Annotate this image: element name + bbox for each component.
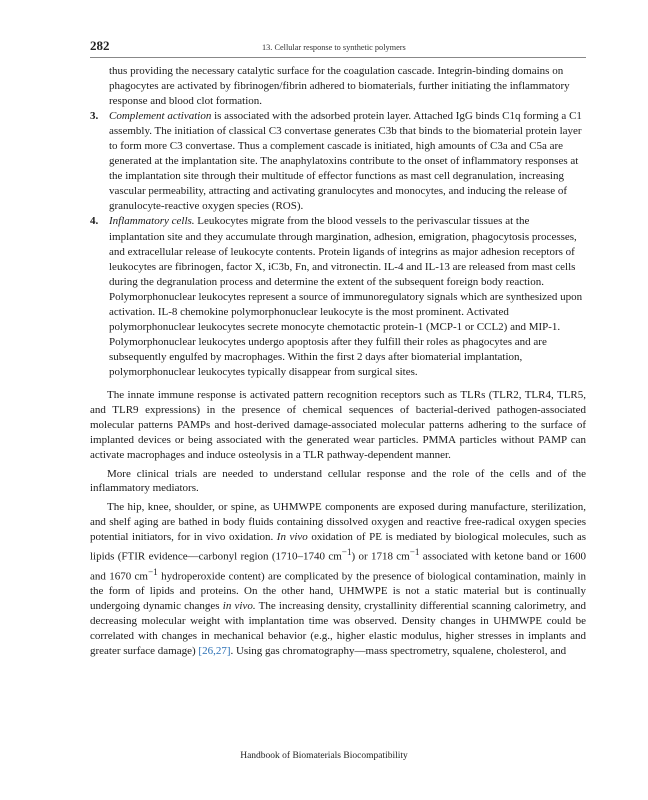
text-span: . Using gas chromatography—mass spectrometry, squalene, cholesterol, and [230,644,567,657]
running-head: 13. Cellular response to synthetic polymers [262,43,406,52]
reference-link[interactable]: [26,27] [198,644,231,657]
list-term: Inflammatory cells. [109,215,195,228]
text-span: The increasing density, crystallinity differential scanning calorimetry, and decreasing molecular weight with implantation time was observed. Density changes in UHMWPE could be correlated with changes in mechanical behavior (e.g., higher elastic modulus, higher stresses in implants and greater surface damage) [90,600,586,657]
list-number: 3. [90,110,99,123]
italic-span: In vivo [276,531,308,544]
body-text [90,64,586,659]
text-span: associated with ketone band or 1600 and 1670 cm [90,550,586,583]
text-span: oxidation of PE is mediated by biological molecules, such as lipids (FTIR evidence—carbonyl region (1710–1740 cm [90,531,586,563]
text-span: hydroperoxide content) are complicated by the presence of biological contamination, mainly in the form of lipids and proteins. On the other hand, UHMWPE is not a static material but is continually undergoing dynamic changes [90,570,586,613]
text-span: ) or 1718 cm [351,550,410,563]
footer-book-title: Handbook of Biomaterials Biocompatibility [240,751,408,761]
list-text: is associated with the adsorbed protein layer. Attached IgG binds C1q forming a C1 assembly. The initiation of classical C3 convertase generates C3b that binds to the biomaterial protein layer to form more C3 convertase. Thus a complement cascade is initiated, high amounts of C3a and C5a are generated at the implantation site. The anaphylatoxins contribute to the onset of inflammatory responses at the implantation site through their multitude of effector functions as mast cell degranulation, increasing vascular permeability, attracting and activating granulocytes and monocytes, and inducing the release of granulocyte-reactive oxygen species (ROS). [109,110,582,213]
page-number: 282 [90,38,110,53]
header-rule [90,57,586,58]
paragraph-clinical-trials: More clinical trials are needed to understand cellular response and the role of the cells and of the inflammatory mediators. [90,467,586,495]
superscript: −1 [409,547,420,558]
list-item-continuation [90,64,586,109]
list-item-inflammatory-cells [90,214,586,380]
paragraph-uhmwpe-oxidation [90,500,586,658]
list-continuation-text: thus providing the necessary catalytic surface for the coagulation cascade. Integrin-binding domains on phagocytes are activated by fibrinogen/fibrin adhered to biomaterials, further initiating the inflammatory response and blood clot formation. [109,65,570,108]
list-text: Leukocytes migrate from the blood vessels to the perivascular tissues at the implantation site and they accumulate through margination, adhesion, emigration, phagocytosis processes, and extracellular release of leukocyte contents. Protein ligands of integrins as major adhesion receptors of leukocytes are fibrinogen, factor X, iC3b, Fn, and vitronectin. IL-4 and IL-13 are released from mast cells during the degranulation process and determine the extent of the subsequent foreign body reaction. Polymorphonuclear leukocytes represent a source of immunoregulatory signals which are synthesized upon activation. IL-8 chemokine polymorphonuclear leukocyte is the most prominent. Activated polymorphonuclear leukocytes secrete monocyte chemotactic protein-1 (MCP-1 or CCL2) and MIP-1. Polymorphonuclear leukocytes undergo apoptosis after they fulfill their roles as phagocytes and are subsequently engulfed by macrophages. Within the first 2 days after biomaterial implantation, polymorphonuclear leukocytes typically disappear from surgical sites. [109,215,583,378]
list-term: Complement activation [109,110,212,123]
text-span: The hip, knee, shoulder, or spine, as UHMWPE components are exposed during manufacture, sterilization, and shelf aging are bathed in body fluids containing dissolved oxygen and reactive free-radical oxygen species potential initiators, for in vivo oxidation. [90,501,586,544]
italic-span: in vivo. [222,600,256,613]
superscript: −1 [148,566,158,577]
paragraph-innate-immune-response: The innate immune response is activated pattern recognition receptors such as TLRs (TLR2, TLR4, TLR5, and TLR9 expressions) in the presence of chemical sequences of bacterial-derived pathogen-associated molecular patterns PAMPs and host-derived damage-associated molecular patterns adhering to the surface of implanted devices or being associated with the generated wear particles. PMMA particles without PAMP can activate macrophages and induce osteolysis in a TLR pathway-dependent manner. [90,388,586,461]
list-item-complement-activation [90,109,586,214]
list-number: 4. [90,215,99,228]
superscript: −1 [341,547,352,558]
